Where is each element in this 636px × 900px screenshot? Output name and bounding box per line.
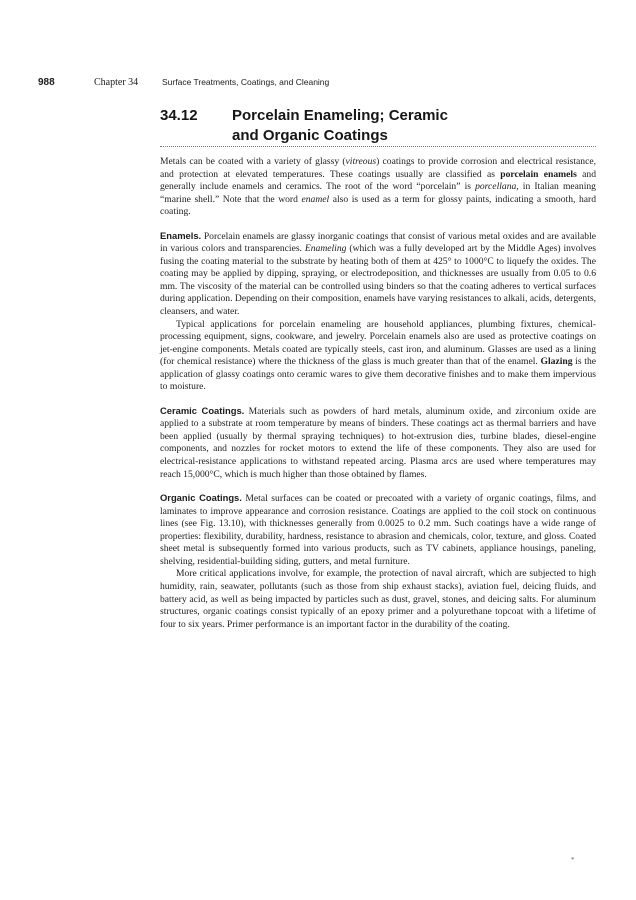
organic-applications-paragraph: More critical applications involve, for example, the protection of naval aircraft, which are subjected to high humidity, rain, seawater, pollutants (such as those from ship exhaust stacks), aviation fuel, deicing fluids, and battery acid, as well as being impacted by particles such as dust, gravel, stones, and deicing salts. For aluminum structures, organic coatings consist typically of an epoxy primer and a polyurethane topcoat with a lifetime of four to six years. Primer performance is an important factor in the durability of the coating.: [160, 568, 596, 630]
ceramic-coatings-heading: Ceramic Coatings.: [160, 404, 245, 416]
term-vitreous: vitreous: [345, 156, 377, 167]
page-number: 988: [38, 77, 55, 88]
enamels-paragraph: Enamels. Porcelain enamels are glassy inorganic coatings that consist of various metal oxides and are available in various colors and transparencies. Enameling (which was a fully developed art by the Middle Ages) involves fusing the coating material to the substrate by heating both of them at 425° to 1000°C to liquefy the oxides. The coating may be applied by dipping, spraying, or electrodeposition, and thicknesses are usually from 0.05 to 0.6 mm. The viscosity of the material can be controlled using binders so that the coating adheres to vertical surfaces during application. Depending on their composition, enamels have varying resistances to alkali, acids, detergents, cleansers, and water.: [160, 229, 596, 318]
term-porcellana: porcellana: [475, 181, 517, 193]
enamels-applications-paragraph: Typical applications for porcelain enameling are household appliances, plumbing fixtures, chemical-processing equipment, signs, cookware, and jewelry. Porcelain enamels also are used as protective coatings on jet-engine components. Metals coated are typically steels, cast iron, and aluminum. Glasses are used as a lining (for chemical resistance) where the thickness of the glass is much greater than that of the enamel. Glazing is the application of glassy coatings onto ceramic wares to give them decorative finishes and to make them impervious to moisture.: [160, 318, 596, 393]
section-number: 34.12: [160, 107, 198, 124]
chapter-title: Surface Treatments, Coatings, and Cleaning: [162, 77, 330, 87]
organic-coatings-paragraph: Organic Coatings. Metal surfaces can be coated or precoated with a variety of organic coatings, films, and laminates to improve appearance and corrosion resistance. Coatings are applied to the coil stock on continuous lines (see Fig. 13.10), with thicknesses generally from 0.0025 to 0.2 mm. Such coatings have a wide range of properties: flexibility, durability, hardness, resistance to abrasion and chemicals, color, texture, and gloss. Coated sheet metal is subsequently formed into various products, such as TV cabinets, appliance housings, paneling, shelving, residential-building siding, gutters, and metal furniture.: [160, 492, 596, 567]
body-text: [160, 156, 596, 631]
term-porcelain-enamels: porcelain enamels: [500, 168, 577, 180]
section-heading: [160, 106, 590, 146]
chapter-label: Chapter 34: [94, 77, 139, 88]
section-title-line-1: Porcelain Enameling; Ceramic: [232, 107, 448, 124]
enamels-heading: Enamels.: [160, 229, 202, 241]
term-enamel: enamel: [301, 193, 330, 205]
term-glazing: Glazing: [540, 356, 573, 368]
organic-coatings-heading: Organic Coatings.: [160, 492, 242, 504]
term-enameling: Enameling: [304, 243, 347, 255]
ceramic-coatings-paragraph: Ceramic Coatings. Materials such as powders of hard metals, aluminum oxide, and zirconium oxide are applied to a substrate at room temperature by means of binders. These coatings act as thermal barriers and have been applied (usually by thermal spraying techniques) to hot-extrusion dies, turbine blades, diesel-engine components, and nozzles for rocket motors to extend the life of these components. They also are used for electrical-resistance applications to withstand repeated arcing. Plasma arcs are used where temperatures may reach 15,000°C, which is much higher than those obtained by flames.: [160, 404, 596, 480]
intro-paragraph: Metals can be coated with a variety of glassy (vitreous) coatings to provide corrosion and electrical resistance, and protection at elevated temperatures. These coatings usually are classified as porcelain enamels and generally include enamels and ceramics. The root of the word “porcelain” is porcellana, in Italian meaning “marine shell.” Note that the word enamel also is used as a term for glossy paints, indicating a smooth, hard coating.: [160, 156, 596, 218]
running-head: [38, 76, 598, 89]
margin-mark: *: [571, 856, 575, 864]
heading-rule: [160, 146, 596, 147]
section-title-line-2: and Organic Coatings: [232, 127, 388, 144]
